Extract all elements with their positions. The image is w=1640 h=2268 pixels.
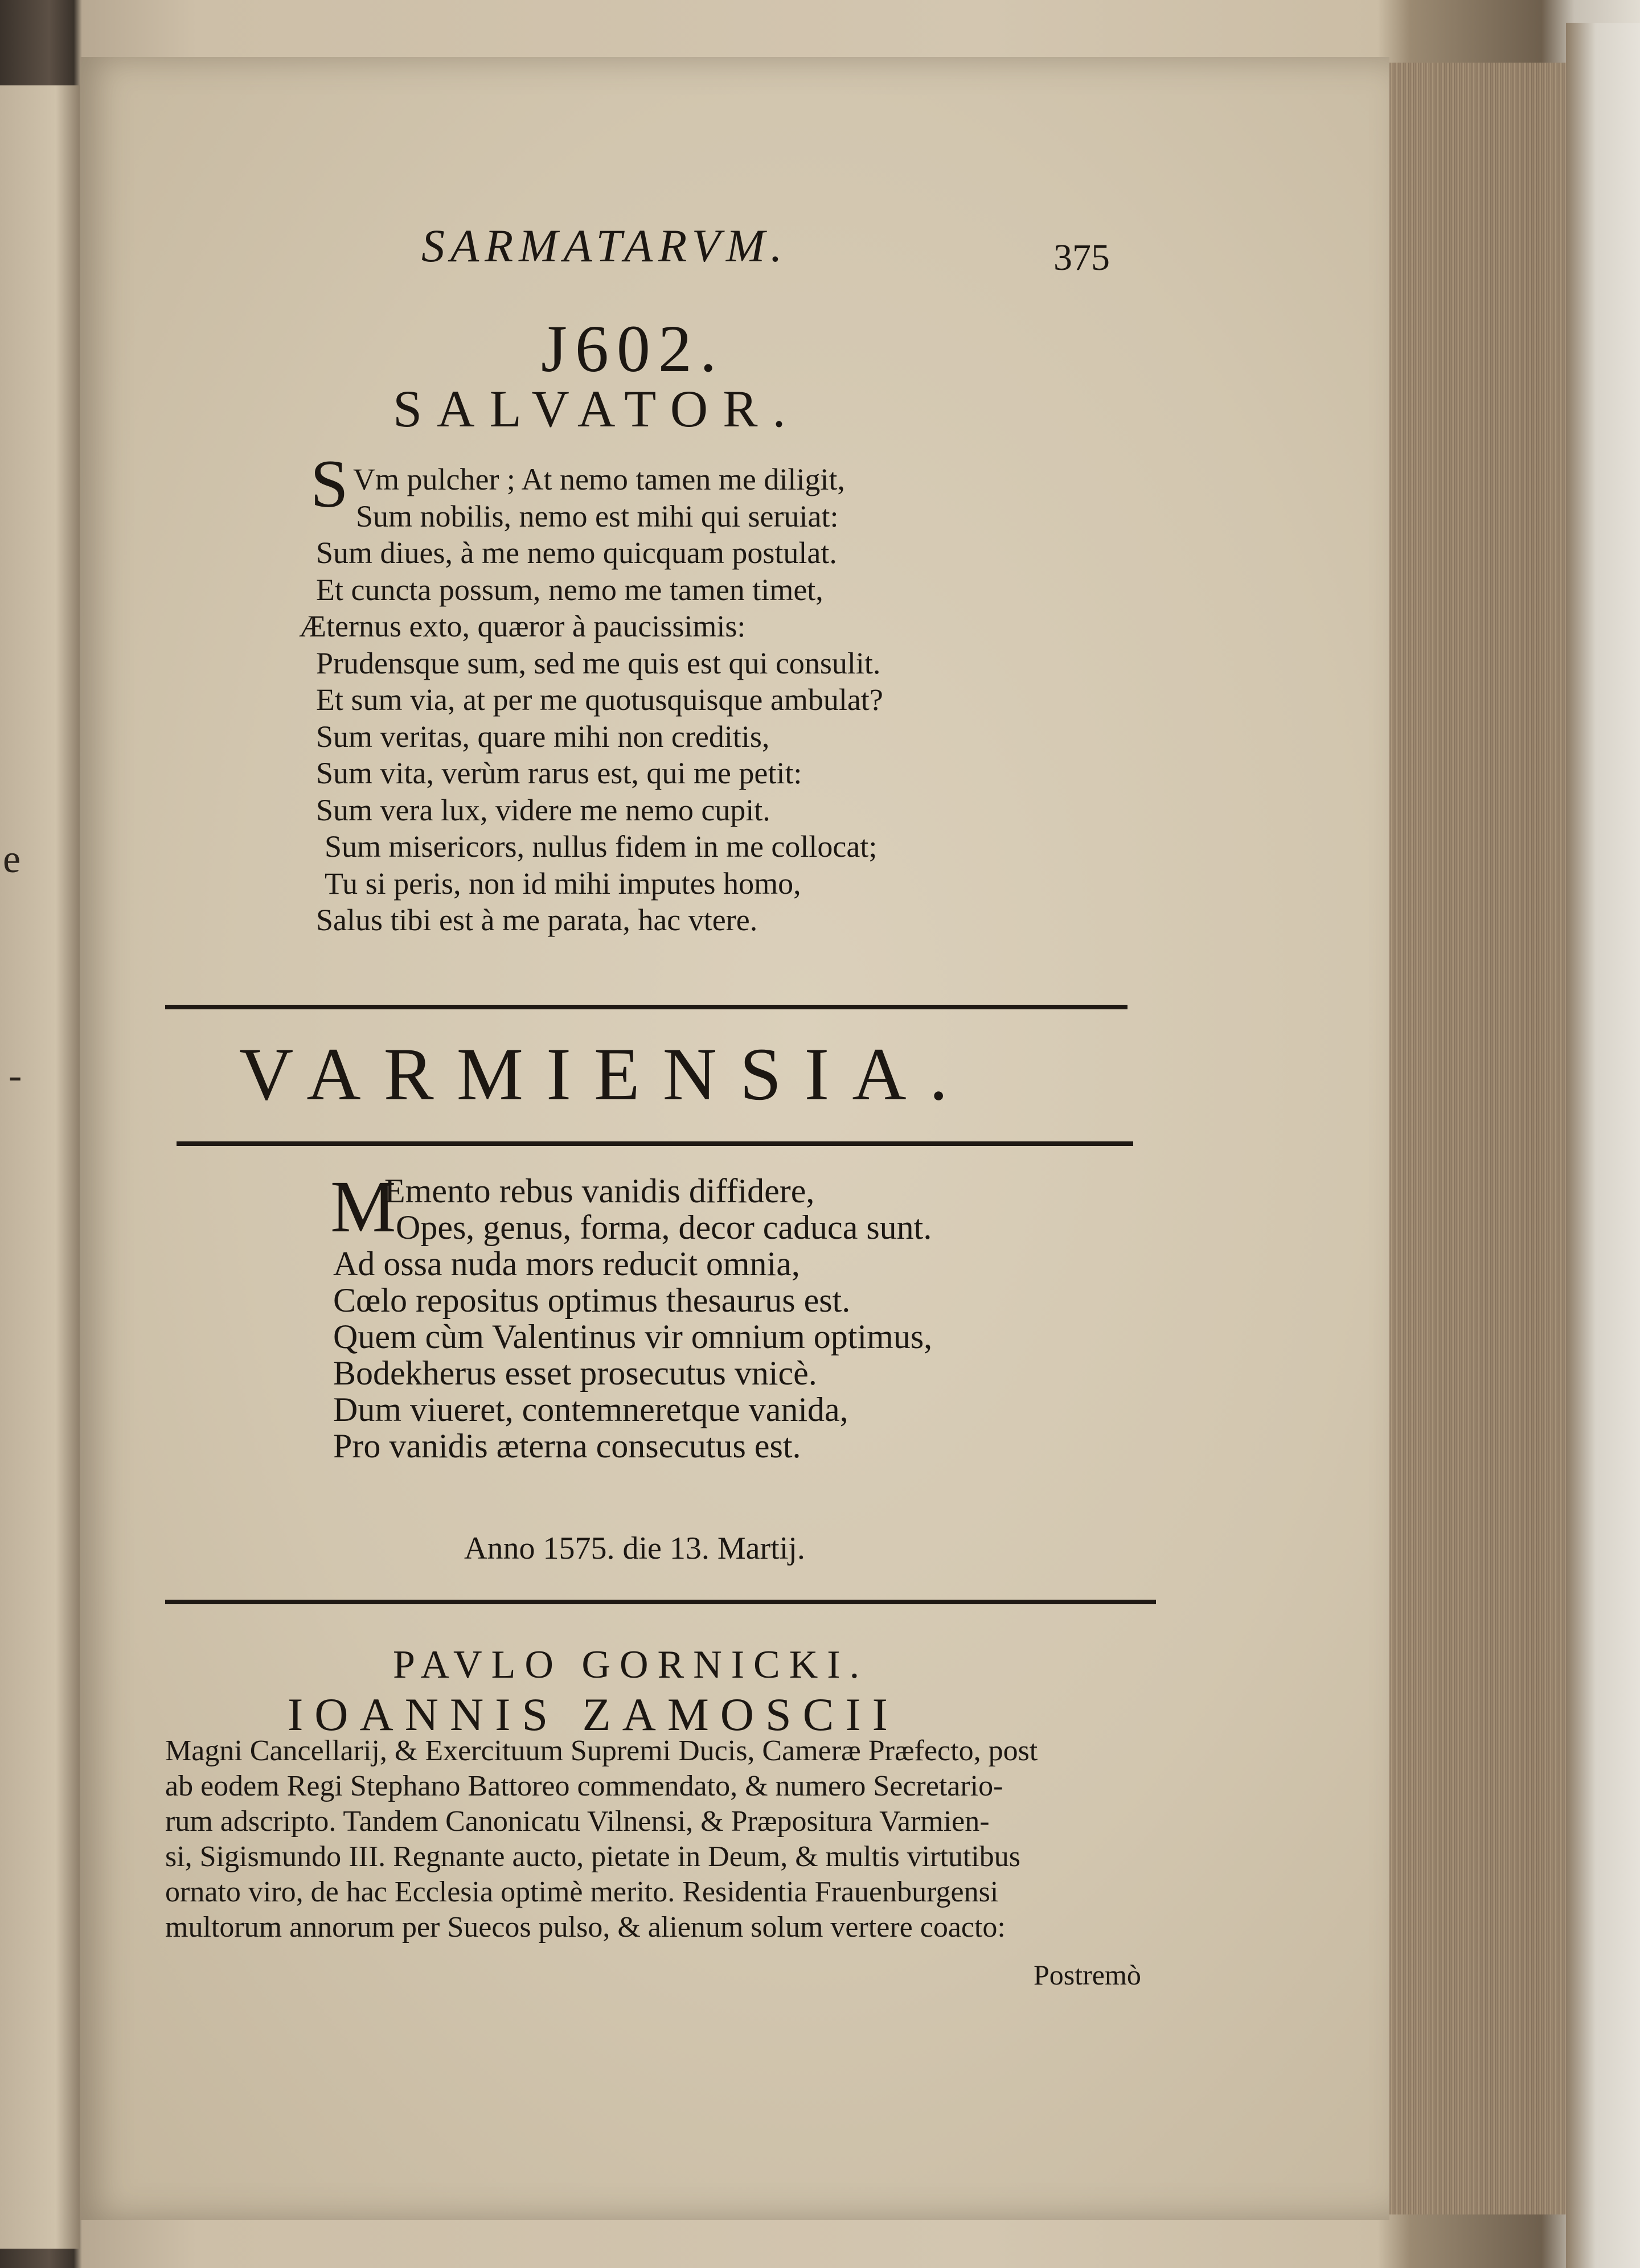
verse-line: Emento rebus vanidis diffidere,	[384, 1172, 815, 1210]
verse-line: Ad ossa nuda mors reducit omnia,	[333, 1245, 800, 1283]
left-page-edge	[0, 85, 80, 2249]
verse-line: Et cuncta possum, nemo me tamen timet,	[316, 572, 823, 607]
verse-line: Æternus exto, quæror à paucissimis:	[299, 609, 746, 643]
page-number: 375	[1053, 237, 1110, 278]
verse-line: Prudensque sum, sed me quis est qui consulit.	[316, 646, 881, 680]
year-heading: J602.	[541, 311, 725, 386]
prose-line: si, Sigismundo III. Regnante aucto, pietate in Deum, & multis virtutibus	[165, 1840, 1021, 1873]
dedication-name: PAVLO GORNICKI.	[393, 1643, 869, 1687]
verse-line: Salus tibi est à me parata, hac vtere.	[316, 903, 758, 937]
salvator-verse	[299, 461, 883, 939]
verse-line: Sum vita, verùm rarus est, qui me petit:	[316, 756, 802, 790]
page-edges	[1378, 63, 1566, 2214]
verse-line: Sum vera lux, videre me nemo cupit.	[316, 792, 770, 827]
salvator-dropcap: S	[310, 446, 348, 521]
middle-rule	[177, 1141, 1133, 1146]
verse-line: Bodekherus esset prosecutus vnicè.	[333, 1354, 817, 1392]
varmiensia-title: VARMIENSIA.	[239, 1032, 971, 1116]
prose-line: ab eodem Regi Stephano Battoreo commendato, & numero Secretario-	[165, 1770, 1003, 1802]
verse-line: Quem cùm Valentinus vir omnium optimus,	[333, 1318, 933, 1355]
verse-line: Vm pulcher ; At nemo tamen me diligit,	[353, 462, 845, 496]
salvator-title: SALVATOR.	[393, 380, 801, 438]
varmiensia-dropcap: M	[330, 1166, 396, 1248]
binding-edge	[1566, 23, 1640, 2268]
dedication-prose	[165, 1733, 1167, 1945]
verse-line: Sum diues, à me nemo quicquam postulat.	[316, 536, 837, 570]
catchword: Postremò	[1034, 1959, 1141, 1991]
varmiensia-verse	[333, 1173, 932, 1464]
dedication-patron: IOANNIS ZAMOSCII	[288, 1688, 899, 1740]
prose-line: multorum annorum per Suecos pulso, & alienum solum vertere coacto:	[165, 1911, 1006, 1944]
verse-line: Dum viueret, contemneretque vanida,	[333, 1391, 848, 1428]
verse-line: Et sum via, at per me quotusquisque ambulat?	[316, 683, 883, 717]
verse-line: Tu si peris, non id mihi imputes homo,	[325, 866, 801, 901]
verse-line: Sum nobilis, nemo est mihi qui seruiat:	[356, 499, 839, 533]
prose-line: Magni Cancellarij, & Exercituum Supremi Ducis, Cameræ Præfecto, post	[165, 1735, 1038, 1767]
verse-line: Cœlo repositus optimus thesaurus est.	[333, 1281, 851, 1319]
prose-line: ornato viro, de hac Ecclesia optimè merito. Residentia Frauenburgensi	[165, 1876, 999, 1908]
date-line: Anno 1575. die 13. Martij.	[464, 1531, 805, 1566]
prose-line: rum adscripto. Tandem Canonicatu Vilnensi, & Præpositura Varmien-	[165, 1805, 990, 1838]
verse-line: Opes, genus, forma, decor caduca sunt.	[396, 1209, 932, 1246]
verse-line: Sum veritas, quare mihi non creditis,	[316, 719, 770, 754]
left-page-fragment: -	[9, 1054, 22, 1098]
left-page-fragment: e	[3, 837, 21, 881]
verse-line: Sum misericors, nullus fidem in me collocat;	[325, 829, 878, 864]
running-head: SARMATARVM.	[421, 220, 788, 272]
top-rule	[165, 1005, 1128, 1009]
bottom-rule	[165, 1600, 1156, 1604]
verse-line: Pro vanidis æterna consecutus est.	[333, 1427, 801, 1465]
